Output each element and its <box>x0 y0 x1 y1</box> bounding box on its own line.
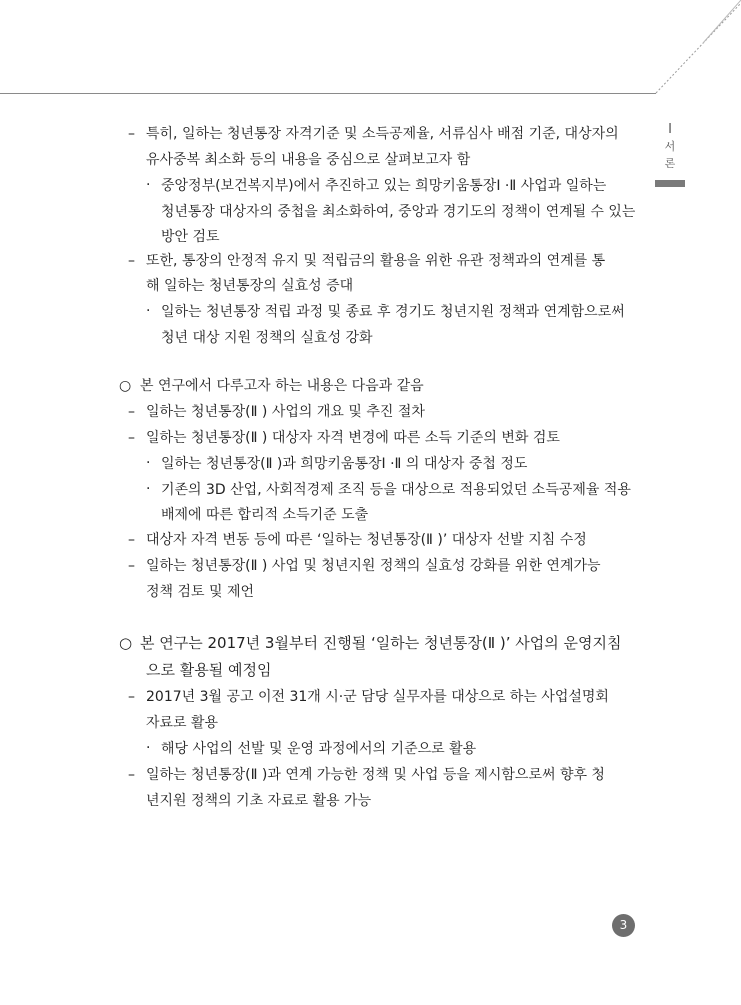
dash-marker: – <box>128 689 135 705</box>
text-line: 으로 활용될 예정임 <box>146 661 272 679</box>
dash-marker: – <box>128 126 135 142</box>
text-line: 특히, 일하는 청년통장 자격기준 및 소득공제율, 서류심사 배점 기준, 대상자의 <box>146 126 619 142</box>
text-line: 일하는 청년통장(Ⅱ )과 희망키움통장Ⅰ ·Ⅱ 의 대상자 중첩 정도 <box>161 456 528 472</box>
chapter-title-char-1: 서 <box>664 140 676 153</box>
chapter-tab-bar <box>655 180 685 187</box>
dot-marker: · <box>146 455 151 471</box>
text-line: 유사중복 최소화 등의 내용을 중심으로 살펴보고자 함 <box>146 152 471 168</box>
dash-marker: – <box>128 430 135 446</box>
text-line: 방안 검토 <box>161 229 220 245</box>
text-line: 또한, 통장의 안정적 유지 및 적립금의 활용을 위한 유관 정책과의 연계를 통 <box>146 253 606 269</box>
dash-marker: – <box>128 532 135 548</box>
text-line: 청년 대상 지원 정책의 실효성 강화 <box>161 330 373 346</box>
text-line: 기존의 3D 산업, 사회적경제 조직 등을 대상으로 적용되었던 소득공제율 적용 <box>161 482 631 498</box>
dot-marker: · <box>146 740 151 756</box>
text-line: 배제에 따른 합리적 소득기준 도출 <box>161 507 369 523</box>
text-line: 일하는 청년통장 적립 과정 및 종료 후 경기도 청년지원 정책과 연계함으로써 <box>161 304 625 320</box>
text-line: 년지원 정책의 기초 자료로 활용 가능 <box>146 793 372 809</box>
dash-marker: – <box>128 404 135 420</box>
text-line: 본 연구는 2017년 3월부터 진행될 ‘일하는 청년통장(Ⅱ )’ 사업의 운영지침 <box>140 634 622 652</box>
text-line: 일하는 청년통장(Ⅱ ) 사업 및 청년지원 정책의 실효성 강화를 위한 연계가능 <box>146 558 601 574</box>
text-line: 자료로 활용 <box>146 715 219 731</box>
dash-marker: – <box>128 558 135 574</box>
text-line: 청년통장 대상자의 중첩을 최소화하여, 중앙과 경기도의 정책이 연계될 수 있는 <box>161 204 636 220</box>
text-line: 본 연구에서 다루고자 하는 내용은 다음과 같음 <box>140 378 424 394</box>
text-line: 일하는 청년통장(Ⅱ ) 대상자 자격 변경에 따른 소득 기준의 변화 검토 <box>146 430 560 446</box>
text-line: 일하는 청년통장(Ⅱ )과 연계 가능한 정책 및 사업 등을 제시함으로써 향후 청 <box>146 767 605 783</box>
text-line: 해 일하는 청년통장의 실효성 증대 <box>146 278 354 294</box>
chapter-side-tab <box>655 122 685 187</box>
chapter-number: I <box>668 122 672 137</box>
text-line: 정책 검토 및 제언 <box>146 584 255 600</box>
text-line: 중앙정부(보건복지부)에서 추진하고 있는 희망키움통장Ⅰ ·Ⅱ 사업과 일하는 <box>161 178 607 194</box>
dash-marker: – <box>128 253 135 269</box>
chapter-title-char-2: 론 <box>664 157 676 170</box>
text-line: 일하는 청년통장(Ⅱ ) 사업의 개요 및 추진 절차 <box>146 404 425 420</box>
page-number-badge: 3 <box>612 914 635 937</box>
dot-marker: · <box>146 177 151 193</box>
circle-marker: ○ <box>119 634 133 652</box>
dot-marker: · <box>146 303 151 319</box>
text-line: 대상자 자격 변동 등에 따른 ‘일하는 청년통장(Ⅱ )’ 대상자 선발 지침 수정 <box>146 532 587 548</box>
header-corner-decoration <box>0 0 741 100</box>
text-line: 해당 사업의 선발 및 운영 과정에서의 기준으로 활용 <box>161 741 477 757</box>
dash-marker: – <box>128 767 135 783</box>
text-line: 2017년 3월 공고 이전 31개 시·군 담당 실무자를 대상으로 하는 사업설명회 <box>146 689 609 705</box>
circle-marker: ○ <box>119 378 132 394</box>
dot-marker: · <box>146 481 151 497</box>
